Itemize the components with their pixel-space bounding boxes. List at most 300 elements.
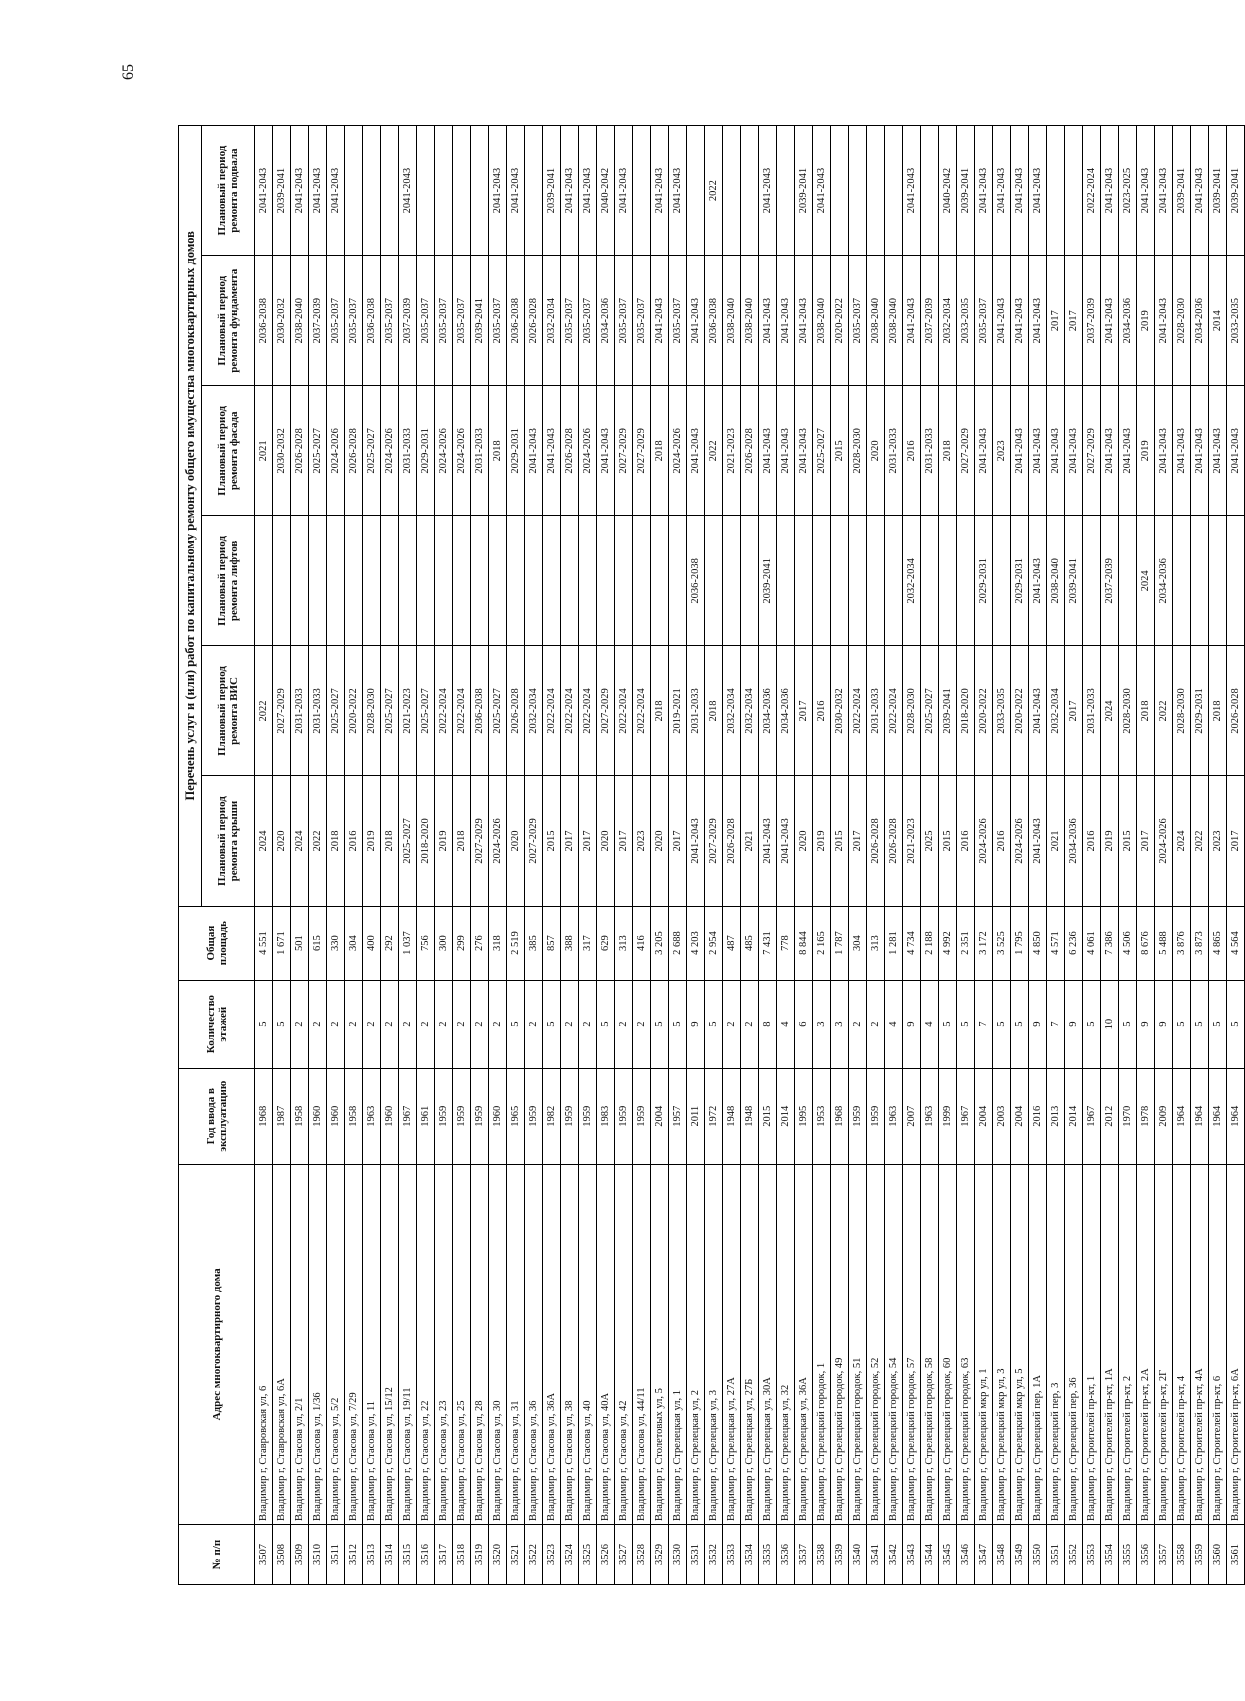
cell-elevators xyxy=(453,516,471,646)
cell-floors: 2 xyxy=(453,980,471,1068)
cell-roof: 2041-2043 xyxy=(1029,776,1047,906)
cell-area: 3 525 xyxy=(993,906,1011,980)
cell-address: Владимир г, Стрелецкая ул, 1 xyxy=(669,1164,687,1524)
cell-floors: 5 xyxy=(651,980,669,1068)
cell-vis: 2032-2034 xyxy=(525,646,543,776)
cell-facade: 2023 xyxy=(993,386,1011,516)
cell-facade: 2041-2043 xyxy=(1029,386,1047,516)
cell-elevators xyxy=(1083,516,1101,646)
cell-address: Владимир г, Строителей пр-кт, 6 xyxy=(1209,1164,1227,1524)
cell-foundation: 2020-2022 xyxy=(831,256,849,386)
cell-vis: 2032-2034 xyxy=(723,646,741,776)
cell-year: 2016 xyxy=(1029,1068,1047,1164)
cell-year: 1959 xyxy=(561,1068,579,1164)
cell-address: Владимир г, Строителей пр-кт, 1А xyxy=(1101,1164,1119,1524)
cell-num: 3520 xyxy=(489,1524,507,1584)
cell-elevators xyxy=(363,516,381,646)
cell-area: 4 061 xyxy=(1083,906,1101,980)
cell-floors: 2 xyxy=(399,980,417,1068)
cell-vis: 2022-2024 xyxy=(453,646,471,776)
cell-area: 4 734 xyxy=(903,906,921,980)
cell-facade: 2027-2029 xyxy=(633,386,651,516)
cell-num: 3535 xyxy=(759,1524,777,1584)
cell-foundation: 2035-2037 xyxy=(345,256,363,386)
cell-area: 2 188 xyxy=(921,906,939,980)
cell-year: 1958 xyxy=(291,1068,309,1164)
table-row xyxy=(669,126,687,1585)
cell-area: 6 236 xyxy=(1065,906,1083,980)
cell-elevators xyxy=(255,516,273,646)
cell-area: 2 688 xyxy=(669,906,687,980)
cell-year: 2013 xyxy=(1047,1068,1065,1164)
cell-roof: 2022 xyxy=(1191,776,1209,906)
cell-year: 1982 xyxy=(543,1068,561,1164)
cell-foundation: 2041-2043 xyxy=(687,256,705,386)
cell-address: Владимир г, Стасова ул, 25 xyxy=(453,1164,471,1524)
cell-basement xyxy=(363,126,381,256)
cell-area: 304 xyxy=(849,906,867,980)
cell-facade: 2025-2027 xyxy=(363,386,381,516)
cell-facade: 2027-2029 xyxy=(1083,386,1101,516)
cell-foundation: 2033-2035 xyxy=(957,256,975,386)
cell-foundation: 2035-2037 xyxy=(561,256,579,386)
cell-vis: 2016 xyxy=(813,646,831,776)
table-row xyxy=(993,126,1011,1585)
cell-elevators: 2024 xyxy=(1137,516,1155,646)
cell-address: Владимир г, Стасова ул, 30 xyxy=(489,1164,507,1524)
cell-num: 3516 xyxy=(417,1524,435,1584)
cell-facade: 2031-2033 xyxy=(885,386,903,516)
header-year: Год ввода в эксплуатацию xyxy=(179,1068,255,1164)
cell-roof: 2041-2043 xyxy=(777,776,795,906)
cell-num: 3534 xyxy=(741,1524,759,1584)
cell-facade: 2041-2043 xyxy=(759,386,777,516)
cell-year: 1959 xyxy=(615,1068,633,1164)
cell-num: 3514 xyxy=(381,1524,399,1584)
cell-elevators xyxy=(1227,516,1245,646)
cell-basement: 2022 xyxy=(705,126,723,256)
cell-vis: 2036-2038 xyxy=(471,646,489,776)
cell-vis: 2022-2024 xyxy=(615,646,633,776)
cell-facade: 2026-2028 xyxy=(741,386,759,516)
cell-area: 7 386 xyxy=(1101,906,1119,980)
cell-num: 3550 xyxy=(1029,1524,1047,1584)
table-row xyxy=(579,126,597,1585)
cell-roof: 2024-2026 xyxy=(1011,776,1029,906)
cell-foundation: 2037-2039 xyxy=(309,256,327,386)
cell-num: 3545 xyxy=(939,1524,957,1584)
cell-basement: 2039-2041 xyxy=(795,126,813,256)
cell-foundation: 2041-2043 xyxy=(1029,256,1047,386)
header-foundation: Плановый период ремонта фундамента xyxy=(202,256,255,386)
cell-year: 1963 xyxy=(921,1068,939,1164)
cell-facade: 2024-2026 xyxy=(579,386,597,516)
cell-facade: 2041-2043 xyxy=(525,386,543,516)
cell-num: 3529 xyxy=(651,1524,669,1584)
cell-elevators xyxy=(813,516,831,646)
table-row xyxy=(561,126,579,1585)
cell-vis: 2022-2024 xyxy=(561,646,579,776)
cell-facade: 2025-2027 xyxy=(309,386,327,516)
cell-address: Владимир г, Стрелецкий городок, 60 xyxy=(939,1164,957,1524)
cell-floors: 5 xyxy=(1083,980,1101,1068)
table-row xyxy=(291,126,309,1585)
cell-basement: 2041-2043 xyxy=(813,126,831,256)
cell-num: 3518 xyxy=(453,1524,471,1584)
cell-area: 317 xyxy=(579,906,597,980)
cell-elevators: 2029-2031 xyxy=(975,516,993,646)
cell-vis: 2031-2033 xyxy=(309,646,327,776)
cell-year: 1964 xyxy=(1209,1068,1227,1164)
cell-num: 3551 xyxy=(1047,1524,1065,1584)
header-address: Адрес многоквартирного дома xyxy=(179,1164,255,1524)
cell-floors: 8 xyxy=(759,980,777,1068)
cell-area: 388 xyxy=(561,906,579,980)
cell-floors: 9 xyxy=(1029,980,1047,1068)
cell-facade: 2026-2028 xyxy=(291,386,309,516)
cell-area: 3 876 xyxy=(1173,906,1191,980)
cell-year: 1964 xyxy=(1173,1068,1191,1164)
cell-elevators: 2029-2031 xyxy=(1011,516,1029,646)
cell-elevators xyxy=(651,516,669,646)
cell-basement: 2023-2025 xyxy=(1119,126,1137,256)
cell-vis: 2022-2024 xyxy=(633,646,651,776)
cell-floors: 5 xyxy=(507,980,525,1068)
cell-facade: 2025-2027 xyxy=(813,386,831,516)
cell-num: 3524 xyxy=(561,1524,579,1584)
cell-address: Владимир г, Строителей пр-кт, 4А xyxy=(1191,1164,1209,1524)
cell-address: Владимир г, Строителей пр-кт, 1 xyxy=(1083,1164,1101,1524)
cell-foundation: 2041-2043 xyxy=(795,256,813,386)
cell-elevators xyxy=(525,516,543,646)
cell-floors: 9 xyxy=(1065,980,1083,1068)
cell-area: 1 795 xyxy=(1011,906,1029,980)
register-table-container xyxy=(178,125,1241,1585)
cell-elevators xyxy=(831,516,849,646)
table-row xyxy=(507,126,525,1585)
cell-vis: 2018-2020 xyxy=(957,646,975,776)
cell-basement: 2041-2043 xyxy=(669,126,687,256)
cell-roof: 2021-2023 xyxy=(903,776,921,906)
cell-floors: 6 xyxy=(795,980,813,1068)
cell-area: 857 xyxy=(543,906,561,980)
cell-area: 3 873 xyxy=(1191,906,1209,980)
cell-vis: 2018 xyxy=(651,646,669,776)
cell-year: 2014 xyxy=(1065,1068,1083,1164)
cell-elevators xyxy=(939,516,957,646)
cell-elevators xyxy=(867,516,885,646)
cell-num: 3511 xyxy=(327,1524,345,1584)
table-row xyxy=(345,126,363,1585)
cell-roof: 2017 xyxy=(561,776,579,906)
cell-facade: 2041-2043 xyxy=(1047,386,1065,516)
cell-address: Владимир г, Стасова ул, 2/1 xyxy=(291,1164,309,1524)
cell-facade: 2024-2026 xyxy=(435,386,453,516)
cell-foundation: 2034-2036 xyxy=(1191,256,1209,386)
cell-foundation: 2038-2040 xyxy=(291,256,309,386)
table-row xyxy=(1191,126,1209,1585)
cell-year: 1959 xyxy=(453,1068,471,1164)
cell-foundation: 2032-2034 xyxy=(939,256,957,386)
cell-address: Владимир г, Стрелецкий городок, 63 xyxy=(957,1164,975,1524)
cell-elevators: 2036-2038 xyxy=(687,516,705,646)
cell-address: Владимир г, Стасова ул, 36 xyxy=(525,1164,543,1524)
cell-year: 1959 xyxy=(849,1068,867,1164)
cell-vis: 2017 xyxy=(1065,646,1083,776)
cell-elevators xyxy=(777,516,795,646)
cell-year: 1999 xyxy=(939,1068,957,1164)
cell-facade: 2041-2043 xyxy=(1209,386,1227,516)
cell-floors: 9 xyxy=(903,980,921,1068)
table-row xyxy=(975,126,993,1585)
cell-year: 1959 xyxy=(633,1068,651,1164)
cell-vis: 2025-2027 xyxy=(921,646,939,776)
cell-elevators xyxy=(399,516,417,646)
cell-address: Владимир г, Строителей пр-кт, 2А xyxy=(1137,1164,1155,1524)
cell-year: 1964 xyxy=(1227,1068,1245,1164)
cell-roof: 2024-2026 xyxy=(975,776,993,906)
cell-vis: 2026-2028 xyxy=(1227,646,1245,776)
cell-facade: 2024-2026 xyxy=(381,386,399,516)
cell-elevators: 2032-2034 xyxy=(903,516,921,646)
cell-elevators xyxy=(309,516,327,646)
cell-year: 1967 xyxy=(1083,1068,1101,1164)
header-roof: Плановый период ремонта крыши xyxy=(202,776,255,906)
cell-address: Владимир г, Стасова ул, 5/2 xyxy=(327,1164,345,1524)
cell-year: 1957 xyxy=(669,1068,687,1164)
cell-roof: 2025-2027 xyxy=(399,776,417,906)
cell-area: 400 xyxy=(363,906,381,980)
cell-vis: 2018 xyxy=(1137,646,1155,776)
cell-year: 1987 xyxy=(273,1068,291,1164)
cell-facade: 2041-2043 xyxy=(1173,386,1191,516)
cell-facade: 2041-2043 xyxy=(1011,386,1029,516)
cell-basement xyxy=(435,126,453,256)
cell-num: 3531 xyxy=(687,1524,705,1584)
cell-basement xyxy=(885,126,903,256)
cell-year: 1965 xyxy=(507,1068,525,1164)
table-row xyxy=(363,126,381,1585)
cell-elevators: 2037-2039 xyxy=(1101,516,1119,646)
cell-elevators xyxy=(579,516,597,646)
cell-basement xyxy=(633,126,651,256)
cell-address: Владимир г, Стрелецкий городок, 52 xyxy=(867,1164,885,1524)
cell-foundation: 2035-2037 xyxy=(975,256,993,386)
cell-facade: 2041-2043 xyxy=(1227,386,1245,516)
cell-area: 3 205 xyxy=(651,906,669,980)
cell-floors: 2 xyxy=(381,980,399,1068)
cell-vis: 2027-2029 xyxy=(273,646,291,776)
cell-floors: 5 xyxy=(1119,980,1137,1068)
cell-basement xyxy=(471,126,489,256)
cell-area: 4 992 xyxy=(939,906,957,980)
cell-address: Владимир г, Строителей пр-кт, 2Г xyxy=(1155,1164,1173,1524)
cell-num: 3553 xyxy=(1083,1524,1101,1584)
cell-floors: 5 xyxy=(255,980,273,1068)
cell-elevators xyxy=(1119,516,1137,646)
cell-elevators xyxy=(561,516,579,646)
cell-floors: 5 xyxy=(1191,980,1209,1068)
cell-floors: 2 xyxy=(291,980,309,1068)
cell-address: Владимир г, Столетовых ул, 5 xyxy=(651,1164,669,1524)
cell-roof: 2026-2028 xyxy=(867,776,885,906)
cell-floors: 2 xyxy=(435,980,453,1068)
cell-foundation: 2034-2036 xyxy=(1119,256,1137,386)
cell-foundation: 2037-2039 xyxy=(1083,256,1101,386)
table-row xyxy=(1029,126,1047,1585)
table-row xyxy=(1209,126,1227,1585)
cell-basement: 2041-2043 xyxy=(399,126,417,256)
cell-floors: 2 xyxy=(633,980,651,1068)
cell-address: Владимир г, Стрелецкая ул, 2 xyxy=(687,1164,705,1524)
cell-year: 2004 xyxy=(651,1068,669,1164)
cell-foundation: 2038-2040 xyxy=(867,256,885,386)
header-basement: Плановый период ремонта подвала xyxy=(202,126,255,256)
cell-roof: 2027-2029 xyxy=(525,776,543,906)
cell-roof: 2016 xyxy=(957,776,975,906)
cell-address: Владимир г, Строителей пр-кт, 2 xyxy=(1119,1164,1137,1524)
cell-elevators xyxy=(543,516,561,646)
cell-address: Владимир г, Стрелецкий городок, 1 xyxy=(813,1164,831,1524)
cell-vis: 2041-2043 xyxy=(1029,646,1047,776)
cell-elevators xyxy=(273,516,291,646)
cell-basement: 2041-2043 xyxy=(903,126,921,256)
cell-vis: 2028-2030 xyxy=(1119,646,1137,776)
cell-basement xyxy=(849,126,867,256)
cell-roof: 2017 xyxy=(1137,776,1155,906)
table-row xyxy=(939,126,957,1585)
cell-foundation: 2026-2028 xyxy=(525,256,543,386)
cell-basement: 2041-2043 xyxy=(615,126,633,256)
cell-area: 7 431 xyxy=(759,906,777,980)
cell-elevators xyxy=(669,516,687,646)
cell-basement: 2039-2041 xyxy=(1209,126,1227,256)
cell-foundation: 2041-2043 xyxy=(759,256,777,386)
cell-floors: 10 xyxy=(1101,980,1119,1068)
cell-vis: 2028-2030 xyxy=(903,646,921,776)
cell-year: 1960 xyxy=(327,1068,345,1164)
cell-vis: 2039-2041 xyxy=(939,646,957,776)
cell-basement xyxy=(687,126,705,256)
table-row xyxy=(1155,126,1173,1585)
cell-basement xyxy=(381,126,399,256)
cell-area: 2 519 xyxy=(507,906,525,980)
cell-floors: 2 xyxy=(309,980,327,1068)
table-row xyxy=(471,126,489,1585)
cell-foundation: 2039-2041 xyxy=(471,256,489,386)
cell-basement: 2039-2041 xyxy=(957,126,975,256)
cell-roof: 2024 xyxy=(1173,776,1191,906)
cell-address: Владимир г, Стрелецкий городок, 58 xyxy=(921,1164,939,1524)
header-works-group: Перечень услуг и (или) работ по капитальному ремонту общего имущества многоквартирных домов xyxy=(179,126,202,907)
cell-elevators: 2041-2043 xyxy=(1029,516,1047,646)
cell-elevators xyxy=(381,516,399,646)
cell-facade: 2041-2043 xyxy=(795,386,813,516)
cell-roof: 2021 xyxy=(741,776,759,906)
cell-floors: 4 xyxy=(921,980,939,1068)
cell-roof: 2023 xyxy=(633,776,651,906)
cell-vis: 2031-2033 xyxy=(291,646,309,776)
cell-basement: 2041-2043 xyxy=(1191,126,1209,256)
cell-address: Владимир г, Стрелецкий мкр ул, 3 xyxy=(993,1164,1011,1524)
table-row xyxy=(687,126,705,1585)
table-row xyxy=(795,126,813,1585)
cell-basement xyxy=(831,126,849,256)
cell-num: 3560 xyxy=(1209,1524,1227,1584)
cell-elevators xyxy=(471,516,489,646)
cell-area: 629 xyxy=(597,906,615,980)
cell-area: 304 xyxy=(345,906,363,980)
cell-facade: 2031-2033 xyxy=(399,386,417,516)
cell-year: 2004 xyxy=(975,1068,993,1164)
cell-floors: 5 xyxy=(1173,980,1191,1068)
cell-roof: 2018-2020 xyxy=(417,776,435,906)
cell-roof: 2018 xyxy=(381,776,399,906)
table-row xyxy=(435,126,453,1585)
cell-floors: 2 xyxy=(561,980,579,1068)
cell-floors: 9 xyxy=(687,980,705,1068)
cell-foundation: 2041-2043 xyxy=(1011,256,1029,386)
cell-address: Владимир г, Стасова ул, 38 xyxy=(561,1164,579,1524)
cell-floors: 5 xyxy=(1209,980,1227,1068)
cell-foundation: 2028-2030 xyxy=(1173,256,1191,386)
table-row xyxy=(1047,126,1065,1585)
cell-foundation: 2030-2032 xyxy=(273,256,291,386)
cell-vis: 2031-2033 xyxy=(687,646,705,776)
cell-num: 3526 xyxy=(597,1524,615,1584)
cell-foundation: 2041-2043 xyxy=(1101,256,1119,386)
cell-floors: 2 xyxy=(525,980,543,1068)
cell-elevators xyxy=(345,516,363,646)
cell-foundation: 2037-2039 xyxy=(921,256,939,386)
cell-num: 3512 xyxy=(345,1524,363,1584)
cell-num: 3519 xyxy=(471,1524,489,1584)
cell-facade: 2041-2043 xyxy=(1119,386,1137,516)
cell-roof: 2026-2028 xyxy=(885,776,903,906)
cell-elevators xyxy=(795,516,813,646)
cell-basement: 2041-2043 xyxy=(1137,126,1155,256)
cell-num: 3556 xyxy=(1137,1524,1155,1584)
cell-num: 3549 xyxy=(1011,1524,1029,1584)
cell-year: 1964 xyxy=(1191,1068,1209,1164)
cell-foundation: 2019 xyxy=(1137,256,1155,386)
cell-basement xyxy=(1047,126,1065,256)
cell-basement: 2039-2041 xyxy=(543,126,561,256)
table-row xyxy=(273,126,291,1585)
cell-vis: 2022-2024 xyxy=(435,646,453,776)
cell-facade: 2041-2043 xyxy=(597,386,615,516)
cell-basement: 2040-2042 xyxy=(597,126,615,256)
cell-area: 501 xyxy=(291,906,309,980)
cell-year: 1959 xyxy=(867,1068,885,1164)
cell-foundation: 2035-2037 xyxy=(327,256,345,386)
cell-facade: 2021 xyxy=(255,386,273,516)
cell-year: 1963 xyxy=(363,1068,381,1164)
table-row xyxy=(759,126,777,1585)
cell-foundation: 2033-2035 xyxy=(1227,256,1245,386)
cell-roof: 2015 xyxy=(543,776,561,906)
cell-facade: 2041-2043 xyxy=(687,386,705,516)
cell-year: 2011 xyxy=(687,1068,705,1164)
cell-area: 756 xyxy=(417,906,435,980)
cell-elevators xyxy=(849,516,867,646)
cell-area: 330 xyxy=(327,906,345,980)
cell-foundation: 2038-2040 xyxy=(813,256,831,386)
cell-facade: 2041-2043 xyxy=(543,386,561,516)
cell-floors: 4 xyxy=(777,980,795,1068)
cell-address: Владимир г, Стрелецкий мкр ул, 5 xyxy=(1011,1164,1029,1524)
table-row xyxy=(1101,126,1119,1585)
